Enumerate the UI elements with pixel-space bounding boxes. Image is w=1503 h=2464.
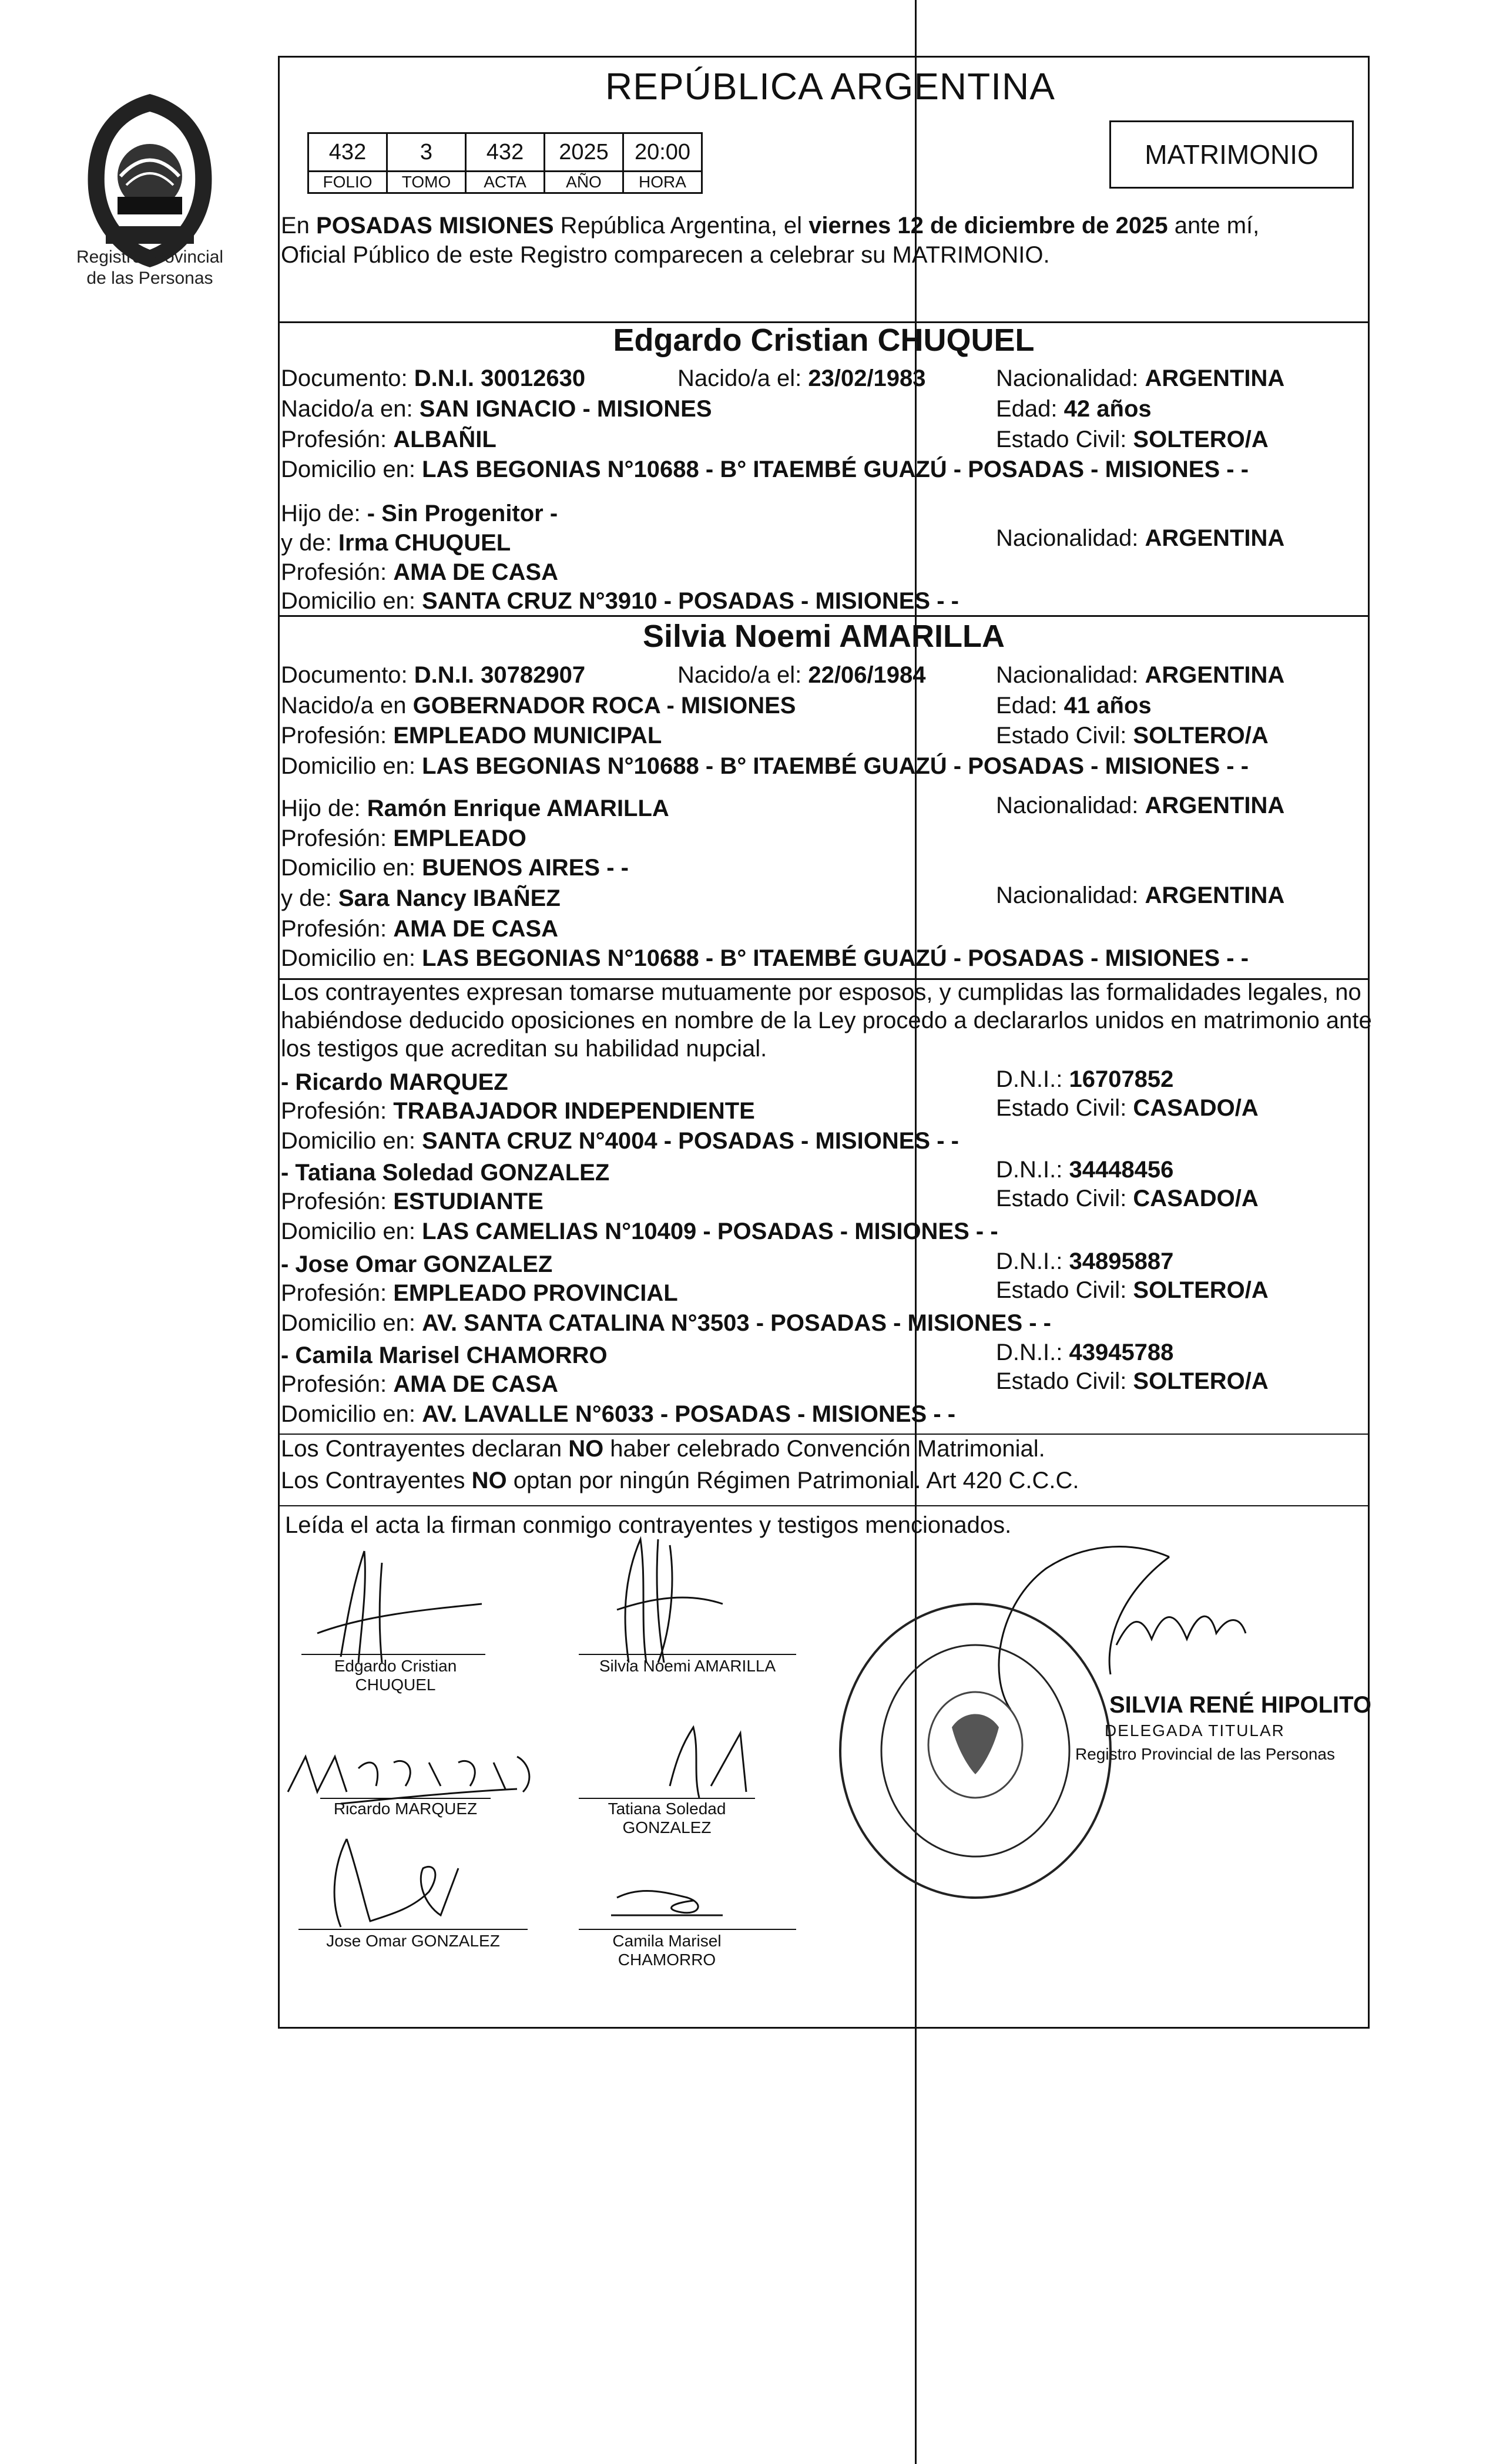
witness-2-name: - Tatiana Soledad GONZALEZ bbox=[281, 1160, 610, 1186]
bride-father: Hijo de: Ramón Enrique AMARILLA bbox=[281, 795, 669, 821]
bride-signature-caption: Silvia Noemi AMARILLA bbox=[599, 1657, 776, 1675]
witness-1-dni: D.N.I.: 16707852 bbox=[996, 1066, 1174, 1092]
convention-line1: Los Contrayentes declaran NO haber celebrado Convención Matrimonial. bbox=[281, 1436, 1045, 1462]
intro-suffix: ante mí, bbox=[1167, 213, 1260, 239]
bride-name: Silvia Noemi AMARILLA bbox=[642, 619, 1005, 654]
groom-age: Edad: 42 años bbox=[996, 396, 1152, 422]
tomo-label: TOMO bbox=[387, 172, 466, 193]
witness-1-civil-status: Estado Civil: CASADO/A bbox=[996, 1095, 1259, 1121]
groom-mother-nationality: Nacionalidad: ARGENTINA bbox=[996, 525, 1285, 551]
groom-civil-status: Estado Civil: SOLTERO/A bbox=[996, 427, 1269, 452]
official-role: DELEGADA TITULAR bbox=[1105, 1721, 1285, 1740]
witness-2-signature-caption: Tatiana Soledad GONZALEZ bbox=[608, 1800, 726, 1837]
witness-4-dni: D.N.I.: 43945788 bbox=[996, 1340, 1174, 1365]
intro-prefix: En bbox=[281, 213, 317, 239]
witness-4-address: Domicilio en: AV. LAVALLE N°6033 - POSADAS - MISIONES - - bbox=[281, 1401, 956, 1427]
bride-mother-address: Domicilio en: LAS BEGONIAS N°10688 - B° ITAEMBÉ GUAZÚ - POSADAS - MISIONES - - bbox=[281, 945, 1249, 971]
witness-2-profession: Profesión: ESTUDIANTE bbox=[281, 1189, 544, 1214]
record-table bbox=[307, 132, 703, 194]
groom-nationality: Nacionalidad: ARGENTINA bbox=[996, 365, 1285, 391]
seal-caption-line1: Registro Provincial bbox=[76, 247, 224, 267]
witness-2-signature-icon bbox=[658, 1716, 764, 1804]
groom-signature-icon bbox=[306, 1539, 494, 1669]
groom-doc: Documento: D.N.I. 30012630 bbox=[281, 365, 586, 391]
bride-mother-profession: Profesión: AMA DE CASA bbox=[281, 916, 558, 942]
declaration-line2: habiéndose deducido oposiciones en nombre de la Ley procedo a declararlos unidos en matrimonio ante bbox=[281, 1008, 1372, 1033]
bride-mother-nationality: Nacionalidad: ARGENTINA bbox=[996, 882, 1285, 908]
official-name: SILVIA RENÉ HIPOLITO bbox=[1109, 1692, 1371, 1718]
act-type: MATRIMONIO bbox=[1145, 139, 1319, 170]
bride-age: Edad: 41 años bbox=[996, 693, 1152, 719]
groom-name: Edgardo Cristian CHUQUEL bbox=[613, 323, 1035, 358]
witness-4-signature-caption: Camila Marisel CHAMORRO bbox=[612, 1932, 722, 1969]
witness-3-signature-caption: Jose Omar GONZALEZ bbox=[326, 1932, 500, 1950]
witness-4-civil-status: Estado Civil: SOLTERO/A bbox=[996, 1368, 1269, 1394]
divider bbox=[278, 1505, 1370, 1506]
hora-value: 20:00 bbox=[623, 133, 702, 172]
folio-label: FOLIO bbox=[308, 172, 387, 193]
groom-address: Domicilio en: LAS BEGONIAS N°10688 - B° ITAEMBÉ GUAZÚ - POSADAS - MISIONES - - bbox=[281, 456, 1249, 482]
bride-profession: Profesión: EMPLEADO MUNICIPAL bbox=[281, 723, 662, 748]
groom-mother-profession: Profesión: AMA DE CASA bbox=[281, 559, 558, 585]
bride-born-on: Nacido/a el: 22/06/1984 bbox=[677, 662, 926, 688]
witness-4-profession: Profesión: AMA DE CASA bbox=[281, 1371, 558, 1397]
bride-address: Domicilio en: LAS BEGONIAS N°10688 - B° ITAEMBÉ GUAZÚ - POSADAS - MISIONES - - bbox=[281, 753, 1249, 779]
witness-3-signature-icon bbox=[306, 1827, 494, 1933]
groom-born-on: Nacido/a el: 23/02/1983 bbox=[677, 365, 926, 391]
intro-line1 bbox=[281, 212, 1259, 240]
closing-statement: Leída el acta la firman conmigo contrayentes y testigos mencionados. bbox=[285, 1512, 1012, 1538]
seal-caption-line2: de las Personas bbox=[86, 268, 213, 288]
folio-value: 432 bbox=[308, 133, 387, 172]
declaration-line3: los testigos que acreditan su habilidad nupcial. bbox=[281, 1036, 767, 1062]
tomo-value: 3 bbox=[387, 133, 466, 172]
anio-label: AÑO bbox=[545, 172, 623, 193]
bride-doc: Documento: D.N.I. 30782907 bbox=[281, 662, 586, 688]
intro-place: POSADAS MISIONES bbox=[316, 213, 554, 239]
declaration-line1: Los contrayentes expresan tomarse mutuamente por esposos, y cumplidas las formalidades legales, no bbox=[281, 979, 1361, 1005]
hora-label: HORA bbox=[623, 172, 702, 193]
groom-born-in: Nacido/a en: SAN IGNACIO - MISIONES bbox=[281, 396, 712, 422]
groom-signature-caption: Edgardo Cristian CHUQUEL bbox=[334, 1657, 457, 1694]
witness-4-name: - Camila Marisel CHAMORRO bbox=[281, 1342, 608, 1368]
witness-2-civil-status: Estado Civil: CASADO/A bbox=[996, 1186, 1259, 1211]
witness-3-profession: Profesión: EMPLEADO PROVINCIAL bbox=[281, 1280, 678, 1306]
witness-1-profession: Profesión: TRABAJADOR INDEPENDIENTE bbox=[281, 1098, 755, 1124]
intro-mid: República Argentina, el bbox=[553, 213, 809, 239]
witness-1-signature-icon bbox=[282, 1733, 576, 1815]
witness-2-dni: D.N.I.: 34448456 bbox=[996, 1157, 1174, 1183]
witness-4-signature-icon bbox=[605, 1880, 734, 1927]
witness-1-signature-caption: Ricardo MARQUEZ bbox=[333, 1800, 478, 1818]
official-office: Registro Provincial de las Personas bbox=[1075, 1745, 1335, 1763]
witness-3-name: - Jose Omar GONZALEZ bbox=[281, 1251, 553, 1277]
bride-father-address: Domicilio en: BUENOS AIRES - - bbox=[281, 855, 629, 881]
groom-profession: Profesión: ALBAÑIL bbox=[281, 427, 496, 452]
witness-3-civil-status: Estado Civil: SOLTERO/A bbox=[996, 1277, 1269, 1303]
page-title: REPÚBLICA ARGENTINA bbox=[605, 65, 1055, 108]
bride-father-profession: Profesión: EMPLEADO bbox=[281, 825, 526, 851]
signature-line bbox=[579, 1929, 796, 1930]
bride-father-nationality: Nacionalidad: ARGENTINA bbox=[996, 793, 1285, 818]
witness-3-address: Domicilio en: AV. SANTA CATALINA N°3503 - POSADAS - MISIONES - - bbox=[281, 1310, 1051, 1336]
acta-value: 432 bbox=[466, 133, 545, 172]
witness-3-dni: D.N.I.: 34895887 bbox=[996, 1248, 1174, 1274]
bride-nationality: Nacionalidad: ARGENTINA bbox=[996, 662, 1285, 688]
groom-mother-address: Domicilio en: SANTA CRUZ N°3910 - POSADAS - MISIONES - - bbox=[281, 588, 959, 614]
bride-civil-status: Estado Civil: SOLTERO/A bbox=[996, 723, 1269, 748]
bride-born-in: Nacido/a en GOBERNADOR ROCA - MISIONES bbox=[281, 693, 796, 719]
divider bbox=[278, 615, 1370, 617]
intro-line2: Oficial Público de este Registro comparecen a celebrar su MATRIMONIO. bbox=[281, 242, 1050, 268]
intro-date: viernes 12 de diciembre de 2025 bbox=[808, 213, 1168, 239]
witness-1-address: Domicilio en: SANTA CRUZ N°4004 - POSADAS - MISIONES - - bbox=[281, 1128, 959, 1154]
bride-mother: y de: Sara Nancy IBAÑEZ bbox=[281, 885, 561, 911]
witness-2-address: Domicilio en: LAS CAMELIAS N°10409 - POSADAS - MISIONES - - bbox=[281, 1218, 998, 1244]
anio-value: 2025 bbox=[545, 133, 623, 172]
bride-signature-icon bbox=[582, 1528, 770, 1669]
act-type-box bbox=[1109, 120, 1354, 189]
acta-label: ACTA bbox=[466, 172, 545, 193]
groom-mother: y de: Irma CHUQUEL bbox=[281, 530, 511, 556]
witness-1-name: - Ricardo MARQUEZ bbox=[281, 1069, 508, 1095]
convention-line2: Los Contrayentes NO optan por ningún Régimen Patrimonial. Art 420 C.C.C. bbox=[281, 1468, 1079, 1493]
seal-caption bbox=[65, 247, 235, 289]
groom-father: Hijo de: - Sin Progenitor - bbox=[281, 501, 558, 526]
marriage-registry-stamp-icon bbox=[834, 1598, 1116, 1904]
